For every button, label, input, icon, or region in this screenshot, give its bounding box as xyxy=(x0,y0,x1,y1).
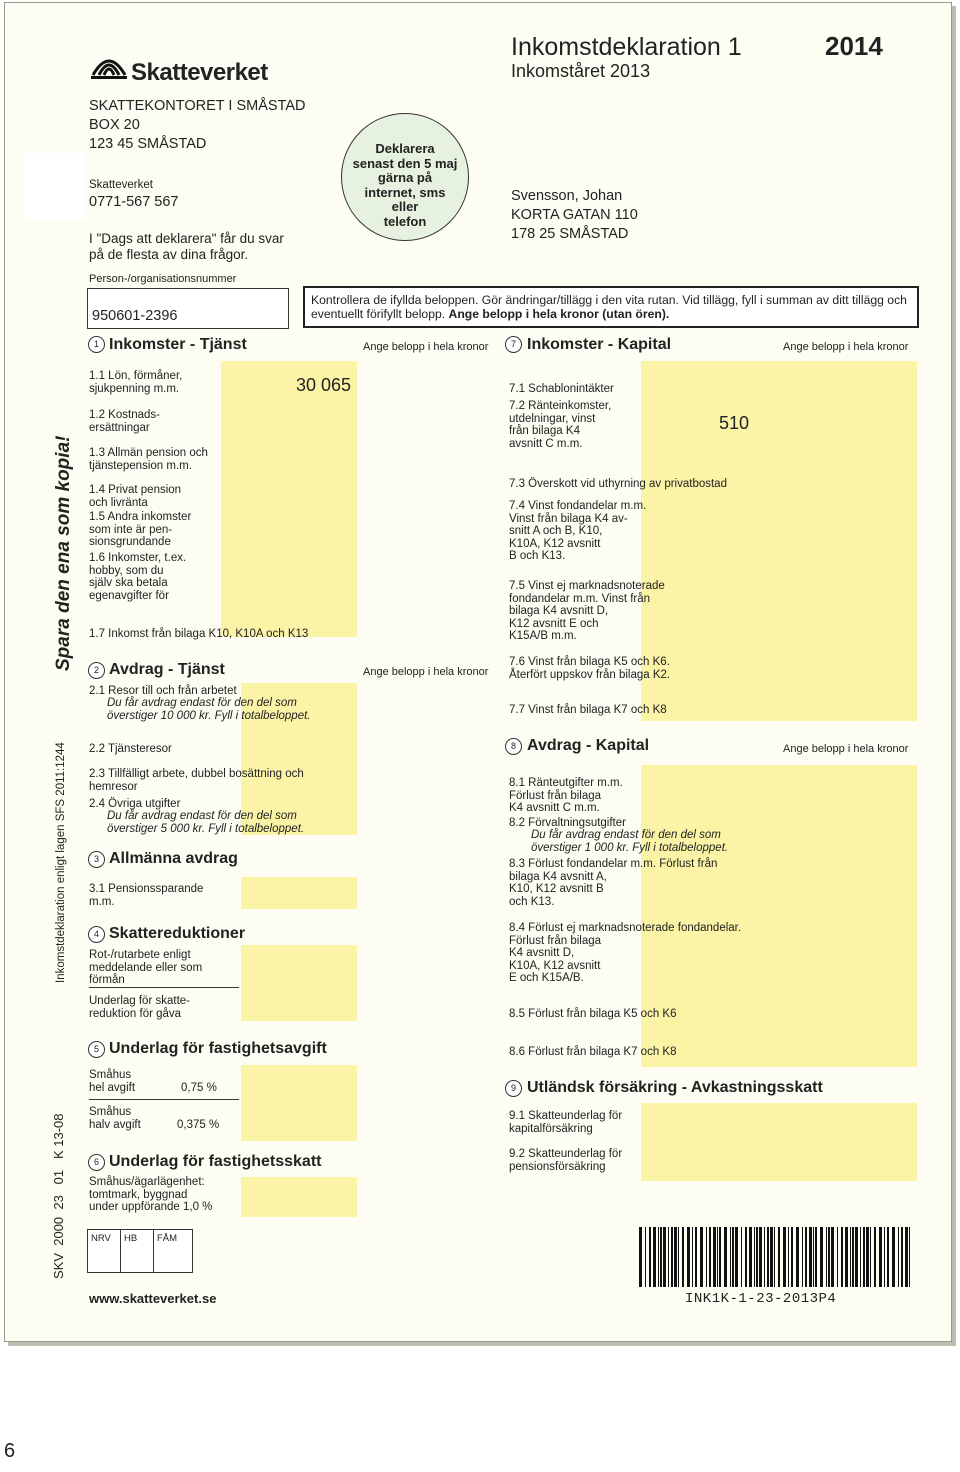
taxpayer-street: KORTA GATAN 110 xyxy=(511,207,638,223)
barcode-bar xyxy=(770,1227,773,1287)
barcode-bar xyxy=(649,1227,651,1287)
section-1-title: Inkomster - Tjänst xyxy=(109,336,247,353)
section-8-title: Avdrag - Kapital xyxy=(527,737,650,754)
barcode-bar xyxy=(788,1227,789,1287)
barcode-bar xyxy=(892,1227,895,1287)
line-5-halv-rate: 0,375 % xyxy=(177,1119,220,1131)
field-5[interactable] xyxy=(241,1065,357,1141)
barcode-bar xyxy=(874,1227,876,1287)
line-8-2-note: Du får avdrag endast för den del som överstiger 1 000 kr. Fyll i totalbeloppet. xyxy=(531,829,729,854)
notice-box xyxy=(303,286,919,328)
line-5-halv: Småhus halv avgift xyxy=(89,1106,141,1131)
barcode-bar xyxy=(764,1227,765,1287)
line-2-4-note: Du får avdrag endast för den del som överstiger 5 000 kr. Fyll i totalbeloppet. xyxy=(107,810,305,835)
barcode-bar xyxy=(668,1227,669,1287)
line-1-1: 1.1 Lön, förmåner, sjukpenning m.m. xyxy=(89,370,183,395)
barcode-bar xyxy=(767,1227,769,1287)
barcode-bar xyxy=(791,1227,793,1287)
section-5-title: Underlag för fastighetsavgift xyxy=(109,1040,327,1057)
line-1-3: 1.3 Allmän pension och tjänstepension m.m. xyxy=(89,447,208,472)
codes-box[interactable] xyxy=(87,1229,193,1273)
barcode-bar xyxy=(682,1227,684,1287)
barcode-bar xyxy=(700,1227,703,1287)
person-number-label: Person-/organisationsnummer xyxy=(89,273,237,285)
barcode-bar xyxy=(639,1227,642,1287)
barcode-bar xyxy=(695,1227,697,1287)
barcode-bar xyxy=(852,1227,854,1287)
barcode-bar xyxy=(863,1227,865,1287)
barcode-bar xyxy=(809,1227,812,1287)
barcode-bar xyxy=(850,1227,851,1287)
tax-form-page xyxy=(4,2,952,1342)
section-6-number: 6 xyxy=(88,1154,105,1171)
barcode-bar xyxy=(732,1227,734,1287)
deadline-text: Deklarera senast den 5 maj gärna på internet, sms eller telefon xyxy=(352,141,458,229)
barcode-bar xyxy=(887,1227,889,1287)
office-phone: 0771-567 567 xyxy=(89,194,179,210)
field-1-1[interactable] xyxy=(221,361,357,637)
line-5-hel: Småhus hel avgift xyxy=(89,1069,136,1094)
line-7-7: 7.7 Vinst från bilaga K7 och K8 xyxy=(509,704,667,716)
side-spara: Spara den ena som kopia! xyxy=(53,435,74,671)
barcode-bar xyxy=(774,1227,775,1287)
taxpayer-city: 178 25 SMÅSTAD xyxy=(511,226,629,242)
form-year: 2014 xyxy=(825,31,883,61)
line-7-5: 7.5 Vinst ej marknadsnoterade fondandelar m.m. Vinst från bilaga K4 avsnitt D, K12 avsnitt E och K15A/B m.m. xyxy=(509,580,665,642)
line-2-4: 2.4 Övriga utgifter xyxy=(89,798,181,810)
field-3-1[interactable] xyxy=(241,877,357,909)
notice-bold: Ange belopp i hela kronor (utan ören). xyxy=(448,307,670,321)
office-address xyxy=(89,97,305,154)
side-legal: Inkomstdeklaration enligt lagen SFS 2011:1244 xyxy=(55,742,67,983)
barcode-bar xyxy=(754,1227,755,1287)
skatteverket-logo-icon xyxy=(89,45,129,81)
barcode-bar xyxy=(713,1227,716,1287)
barcode-bar xyxy=(796,1227,799,1287)
line-1-7: 1.7 Inkomst från bilaga K10, K10A och K13 xyxy=(89,628,309,640)
section-3-title: Allmänna avdrag xyxy=(109,850,238,867)
barcode-bar xyxy=(909,1227,910,1287)
section-9-title: Utländsk försäkring - Avkastningsskatt xyxy=(527,1079,823,1096)
line-4-rot: Rot-/rutarbete enligt meddelande eller som förmån xyxy=(89,949,203,986)
barcode-bar xyxy=(828,1227,830,1287)
field-9[interactable] xyxy=(641,1103,917,1181)
help-text: I "Dags att deklarera" får du svar på de flesta av dina frågor. xyxy=(89,231,284,262)
barcode-bar xyxy=(730,1227,731,1287)
section-7-title: Inkomster - Kapital xyxy=(527,336,672,353)
barcode-bar xyxy=(735,1227,738,1287)
barcode-bar xyxy=(692,1227,693,1287)
page-number: 6 xyxy=(4,1440,16,1462)
barcode-bar xyxy=(841,1227,843,1287)
barcode-bar xyxy=(778,1227,780,1287)
section-2-ange: Ange belopp i hela kronor xyxy=(363,666,489,678)
section-4-number: 4 xyxy=(88,926,105,943)
barcode-bar xyxy=(717,1227,718,1287)
barcode-bar xyxy=(653,1227,656,1287)
barcode-bar xyxy=(805,1227,807,1287)
line-8-5: 8.5 Förlust från bilaga K5 och K6 xyxy=(509,1008,677,1020)
line-7-2-value: 510 xyxy=(718,413,749,433)
section-5-number: 5 xyxy=(88,1041,105,1058)
taxpayer-address xyxy=(511,187,638,244)
field-6[interactable] xyxy=(241,1177,357,1217)
barcode-bar xyxy=(866,1227,869,1287)
line-9-1: 9.1 Skatteunderlag för kapitalförsäkring xyxy=(509,1110,623,1135)
divider xyxy=(89,987,239,988)
line-2-1: 2.1 Resor till och från arbetet xyxy=(89,685,237,697)
section-4-title: Skattereduktioner xyxy=(109,925,246,942)
section-8-number: 8 xyxy=(505,738,522,755)
taxpayer-name: Svensson, Johan xyxy=(511,188,623,204)
barcode-bar xyxy=(905,1227,908,1287)
barcode-bar xyxy=(759,1227,762,1287)
office-org: Skatteverket xyxy=(89,179,153,191)
line-8-3: 8.3 Förlust fondandelar m.m. Förlust från bilaga K4 avsnitt A, K10, K12 avsnitt B och K13. xyxy=(509,858,718,908)
line-2-2: 2.2 Tjänsteresor xyxy=(89,743,172,755)
barcode-bar xyxy=(860,1227,861,1287)
divider xyxy=(89,1099,239,1100)
logo xyxy=(89,45,129,86)
barcode-bar xyxy=(671,1227,673,1287)
field-8-6[interactable] xyxy=(641,1021,917,1067)
section-2-number: 2 xyxy=(88,662,105,679)
code-fam: FÅM xyxy=(157,1233,178,1244)
barcode-bar xyxy=(813,1227,814,1287)
barcode-bar xyxy=(741,1227,742,1287)
barcode-bar xyxy=(884,1227,885,1287)
barcode-bar xyxy=(837,1227,838,1287)
line-2-3: 2.3 Tillfälligt arbete, dubbel bosättning och hemresor xyxy=(89,768,304,793)
side-form-code: SKV 2000 23 01 K 13-08 xyxy=(51,1113,66,1279)
section-1-number: 1 xyxy=(88,336,105,353)
barcode-bar xyxy=(756,1227,758,1287)
barcode-bar xyxy=(820,1227,823,1287)
line-1-1-value: 30 065 xyxy=(295,375,351,395)
section-6-title: Underlag för fastighetsskatt xyxy=(109,1153,322,1170)
barcode-bar xyxy=(709,1227,711,1287)
line-7-1: 7.1 Schablonintäkter xyxy=(509,383,614,395)
line-8-2: 8.2 Förvaltningsutgifter xyxy=(509,817,626,829)
barcode-bar xyxy=(687,1227,690,1287)
notice-text: Kontrollera de ifyllda beloppen. Gör ändringar/tillägg i den vita rutan. Vid tillägg, fyll i summan av ditt tillägg och eventuellt förifyllt belopp. xyxy=(311,293,907,321)
barcode-bar xyxy=(815,1227,817,1287)
line-3-1: 3.1 Pensionssparande m.m. xyxy=(89,883,204,908)
office-line2: BOX 20 xyxy=(89,117,140,133)
line-7-6: 7.6 Vinst från bilaga K5 och K6. Återfört uppskov från bilaga K2. xyxy=(509,656,671,681)
barcode-bar xyxy=(745,1227,747,1287)
barcode-bar xyxy=(658,1227,659,1287)
person-number: 950601-2396 xyxy=(92,308,178,324)
line-4-gava: Underlag för skatte- reduktion för gåva xyxy=(89,995,190,1020)
barcode-icon xyxy=(637,1227,915,1289)
section-2-title: Avdrag - Tjänst xyxy=(109,661,225,678)
website: www.skatteverket.se xyxy=(89,1291,217,1306)
code-nrv: NRV xyxy=(91,1233,111,1244)
line-1-6: 1.6 Inkomster, t.ex. hobby, som du själv ska betala egenavgifter för xyxy=(89,552,187,602)
line-9-2: 9.2 Skatteunderlag för pensionsförsäkring xyxy=(509,1148,623,1173)
barcode-bar xyxy=(826,1227,827,1287)
corner-tab xyxy=(23,153,86,219)
line-1-4: 1.4 Privat pension och livränta xyxy=(89,484,182,509)
barcode-bar xyxy=(831,1227,834,1287)
line-7-4: 7.4 Vinst fondandelar m.m. Vinst från bilaga K4 av- snitt A och B, K10, K10A, K12 avsnitt B och K13. xyxy=(509,500,647,562)
barcode-bar xyxy=(898,1227,899,1287)
deadline-bubble xyxy=(341,113,469,241)
section-7-ange: Ange belopp i hela kronor xyxy=(783,341,909,353)
line-8-6: 8.6 Förlust från bilaga K7 och K8 xyxy=(509,1046,677,1058)
barcode-bar xyxy=(674,1227,677,1287)
section-8-ange: Ange belopp i hela kronor xyxy=(783,743,909,755)
logo-text: Skatteverket xyxy=(131,59,268,86)
form-title: Inkomstdeklaration 1 xyxy=(511,33,742,61)
barcode-bar xyxy=(879,1227,882,1287)
line-1-2: 1.2 Kostnads- ersättningar xyxy=(89,409,160,434)
barcode-bar xyxy=(660,1227,662,1287)
barcode-bar xyxy=(645,1227,646,1287)
person-number-box[interactable] xyxy=(87,288,289,329)
line-1-5: 1.5 Andra inkomster som inte är pen- sionsgrundande xyxy=(89,511,192,548)
barcode-text: INK1K-1-23-2013P4 xyxy=(685,1291,837,1307)
barcode-bar xyxy=(724,1227,727,1287)
line-7-2: 7.2 Ränteinkomster, utdelningar, vinst från bilaga K4 avsnitt C m.m. xyxy=(509,400,612,450)
barcode-bar xyxy=(901,1227,903,1287)
barcode-bar xyxy=(749,1227,752,1287)
section-3-number: 3 xyxy=(88,851,105,868)
field-4[interactable] xyxy=(241,945,357,1021)
barcode-bar xyxy=(855,1227,858,1287)
barcode-bar xyxy=(663,1227,666,1287)
section-9-number: 9 xyxy=(505,1080,522,1097)
barcode-bar xyxy=(870,1227,871,1287)
barcode-bar xyxy=(719,1227,721,1287)
line-8-4: 8.4 Förlust ej marknadsnoterade fondandelar. Förlust från bilaga K4 avsnitt D, K10A, K12 avsnitt E och K15A/B. xyxy=(509,922,742,984)
line-2-1-note: Du får avdrag endast för den del som överstiger 10 000 kr. Fyll i totalbeloppet. xyxy=(107,697,311,722)
line-7-3: 7.3 Överskott vid uthyrning av privatbostad xyxy=(509,478,727,490)
section-7-number: 7 xyxy=(505,336,522,353)
section-1-ange: Ange belopp i hela kronor xyxy=(363,341,489,353)
income-year: Inkomståret 2013 xyxy=(511,61,651,81)
line-5-hel-rate: 0,75 % xyxy=(181,1082,217,1094)
barcode-bar xyxy=(845,1227,848,1287)
barcode-bar xyxy=(706,1227,707,1287)
barcode-bar xyxy=(802,1227,803,1287)
code-hb: HB xyxy=(124,1233,138,1244)
barcode-bar xyxy=(678,1227,679,1287)
line-6: Småhus/ägarlägenhet: tomtmark, byggnad under uppförande 1,0 % xyxy=(89,1176,213,1213)
office-line1: SKATTEKONTORET I SMÅSTAD xyxy=(89,98,306,114)
line-8-1: 8.1 Ränteutgifter m.m. Förlust från bilaga K4 avsnitt C m.m. xyxy=(509,777,623,814)
office-line3: 123 45 SMÅSTAD xyxy=(89,136,207,152)
barcode-bar xyxy=(783,1227,786,1287)
